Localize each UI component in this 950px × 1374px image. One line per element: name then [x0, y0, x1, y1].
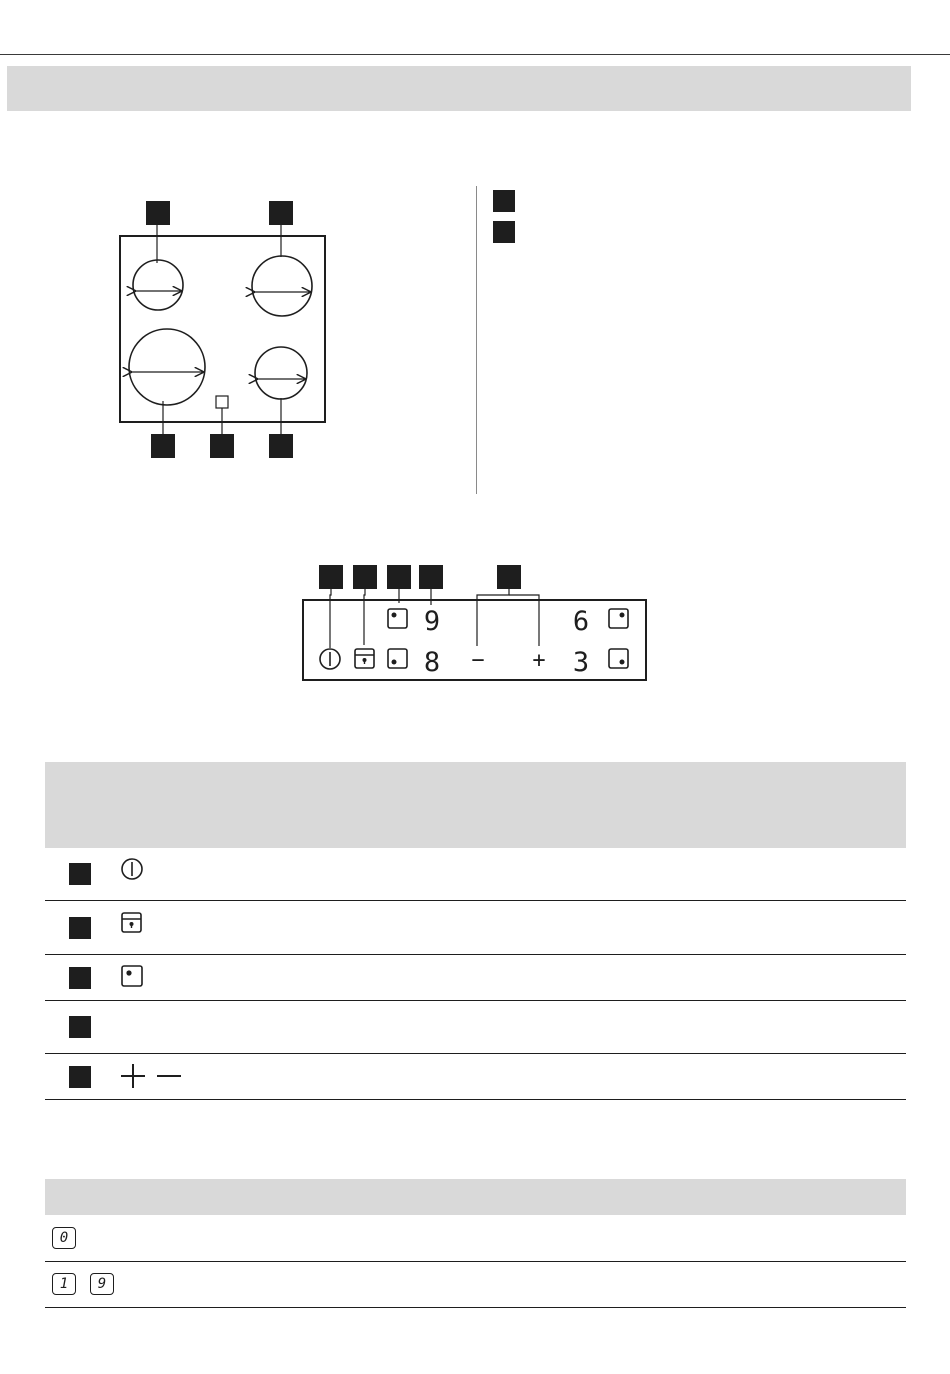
- legend-marker: [493, 221, 515, 243]
- control-panel-indicator: [216, 396, 228, 408]
- table-header: [45, 762, 906, 848]
- table-row: [45, 901, 906, 955]
- control-panel-diagram: [300, 563, 650, 685]
- display-bottom-right: 3: [572, 647, 590, 678]
- table-row: [45, 1262, 906, 1308]
- display-digit: 9: [90, 1273, 114, 1295]
- row-marker: [69, 1066, 91, 1088]
- row-marker: [69, 863, 91, 885]
- table-row: [45, 955, 906, 1001]
- zone-top-icon: [119, 963, 145, 989]
- lock-icon: [119, 910, 145, 936]
- power-icon: [119, 856, 145, 882]
- callout-marker: [497, 565, 521, 589]
- display-digit: 1: [52, 1273, 76, 1295]
- callout-marker: [353, 565, 377, 589]
- callout-marker: [269, 201, 293, 225]
- callout-marker: [319, 565, 343, 589]
- display-digit: 0: [52, 1227, 76, 1249]
- column-divider: [476, 186, 477, 494]
- display-top-right: 6: [572, 606, 590, 637]
- callout-marker: [210, 434, 234, 458]
- display-bottom-left: 8: [423, 647, 441, 678]
- display-top-left: 9: [423, 606, 441, 637]
- row-marker: [69, 917, 91, 939]
- plus-minus-icon: [119, 1063, 183, 1089]
- row-marker: [69, 967, 91, 989]
- callout-marker: [387, 565, 411, 589]
- callout-marker: [146, 201, 170, 225]
- table-header: [45, 1179, 906, 1215]
- callout-marker: [151, 434, 175, 458]
- plus-button[interactable]: +: [532, 648, 546, 673]
- table-row: [45, 848, 906, 901]
- legend-marker: [493, 190, 515, 212]
- table-row: [45, 1054, 906, 1100]
- top-rule: [0, 54, 950, 55]
- hob-outline: [120, 236, 325, 422]
- section-header-band: [7, 66, 911, 111]
- hob-diagram: [110, 195, 340, 465]
- callout-marker: [269, 434, 293, 458]
- minus-button[interactable]: −: [471, 648, 485, 673]
- callout-marker: [419, 565, 443, 589]
- table-row: [45, 1001, 906, 1054]
- row-marker: [69, 1016, 91, 1038]
- table-row: [45, 1216, 906, 1262]
